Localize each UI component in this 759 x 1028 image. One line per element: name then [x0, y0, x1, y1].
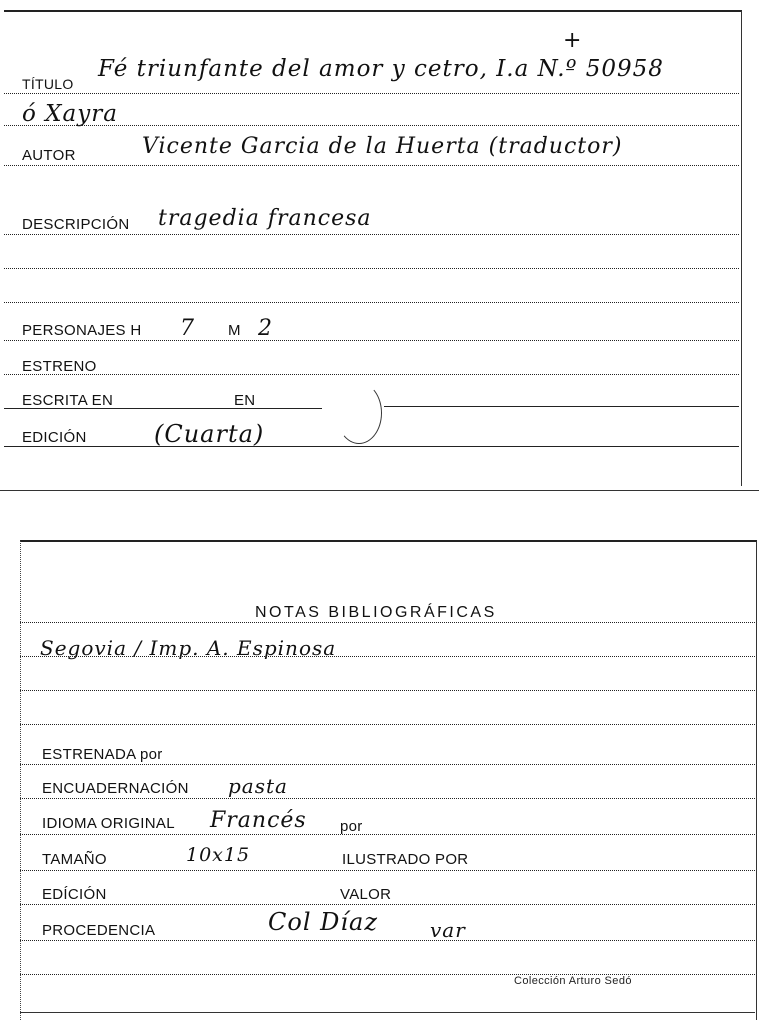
edicion-bottom-label: EDÍCIÓN: [42, 886, 107, 903]
idioma-label: IDIOMA ORIGINAL: [42, 815, 175, 832]
notas-line-1: [20, 622, 755, 623]
personajes-h-value: 7: [180, 316, 195, 341]
procedencia-value: Col Díaz: [268, 908, 378, 936]
descripcion-line-3: [4, 302, 739, 303]
autor-line: [4, 165, 739, 166]
notas-line-4: [20, 724, 755, 725]
tamano-line: [20, 870, 755, 871]
edicion-label: EDICIÓN: [22, 429, 87, 446]
procedencia-label: PROCEDENCIA: [42, 922, 156, 939]
edicion-bottom-line: [20, 904, 755, 905]
titulo-line-2: [4, 125, 739, 126]
valor-label: VALOR: [340, 886, 392, 903]
autor-value: Vicente Garcia de la Huerta (traductor): [142, 134, 623, 159]
titulo-value-line2: ó Xayra: [22, 101, 118, 127]
card-top-bottom-edge: [0, 490, 759, 491]
personajes-m-value: 2: [258, 316, 273, 341]
estreno-line: [4, 374, 739, 375]
tamano-label: TAMAÑO: [42, 851, 107, 868]
escrita-en-en-label: EN: [234, 392, 256, 409]
autor-label: AUTOR: [22, 147, 76, 164]
descripcion-value: tragedia francesa: [158, 206, 372, 231]
notas-line1-value: Segovia / Imp. A. Espinosa: [40, 636, 337, 660]
escrita-en-line: [4, 408, 322, 409]
procedencia-extra: var: [430, 918, 466, 942]
notas-line-2: [20, 656, 755, 657]
procedencia-line: [20, 940, 755, 941]
idioma-value: Francés: [210, 808, 307, 833]
estrenada-line: [20, 764, 755, 765]
edicion-line: [4, 446, 739, 447]
estrenada-label: ESTRENADA por: [42, 746, 163, 763]
cross-mark: +: [563, 28, 582, 53]
notas-heading: NOTAS BIBLIOGRÁFICAS: [255, 604, 497, 621]
punch-hole-mark: [336, 382, 382, 444]
encuadernacion-label: ENCUADERNACIÓN: [42, 780, 189, 797]
card-bottom-bottom-edge: [20, 1012, 755, 1013]
escrita-en-line-right: [384, 406, 739, 407]
footer-line: [20, 974, 755, 975]
descripcion-line-2: [4, 268, 739, 269]
estreno-label: ESTRENO: [22, 358, 97, 375]
titulo-value-line1: Fé triunfante del amor y cetro, I.a N.º 50958: [98, 56, 664, 82]
personajes-label: PERSONAJES H: [22, 322, 142, 339]
escrita-en-label: ESCRITA EN: [22, 392, 114, 409]
descripcion-label: DESCRIPCIÓN: [22, 216, 130, 233]
personajes-m-label: M: [228, 322, 241, 339]
encuadernacion-value: pasta: [228, 774, 288, 798]
ilustrado-label: ILUSTRADO POR: [342, 851, 469, 868]
collection-footer: Colección Arturo Sedó: [514, 975, 632, 987]
descripcion-line: [4, 234, 739, 235]
titulo-label: TÍTULO: [22, 76, 74, 92]
titulo-line: [4, 93, 739, 94]
notas-line-3: [20, 690, 755, 691]
tamano-value: 10x15: [186, 844, 251, 866]
edicion-value: (Cuarta): [154, 420, 265, 448]
idioma-line: [20, 834, 755, 835]
encuadernacion-line: [20, 798, 755, 799]
idioma-por-label: por: [340, 818, 363, 835]
personajes-line: [4, 340, 739, 341]
